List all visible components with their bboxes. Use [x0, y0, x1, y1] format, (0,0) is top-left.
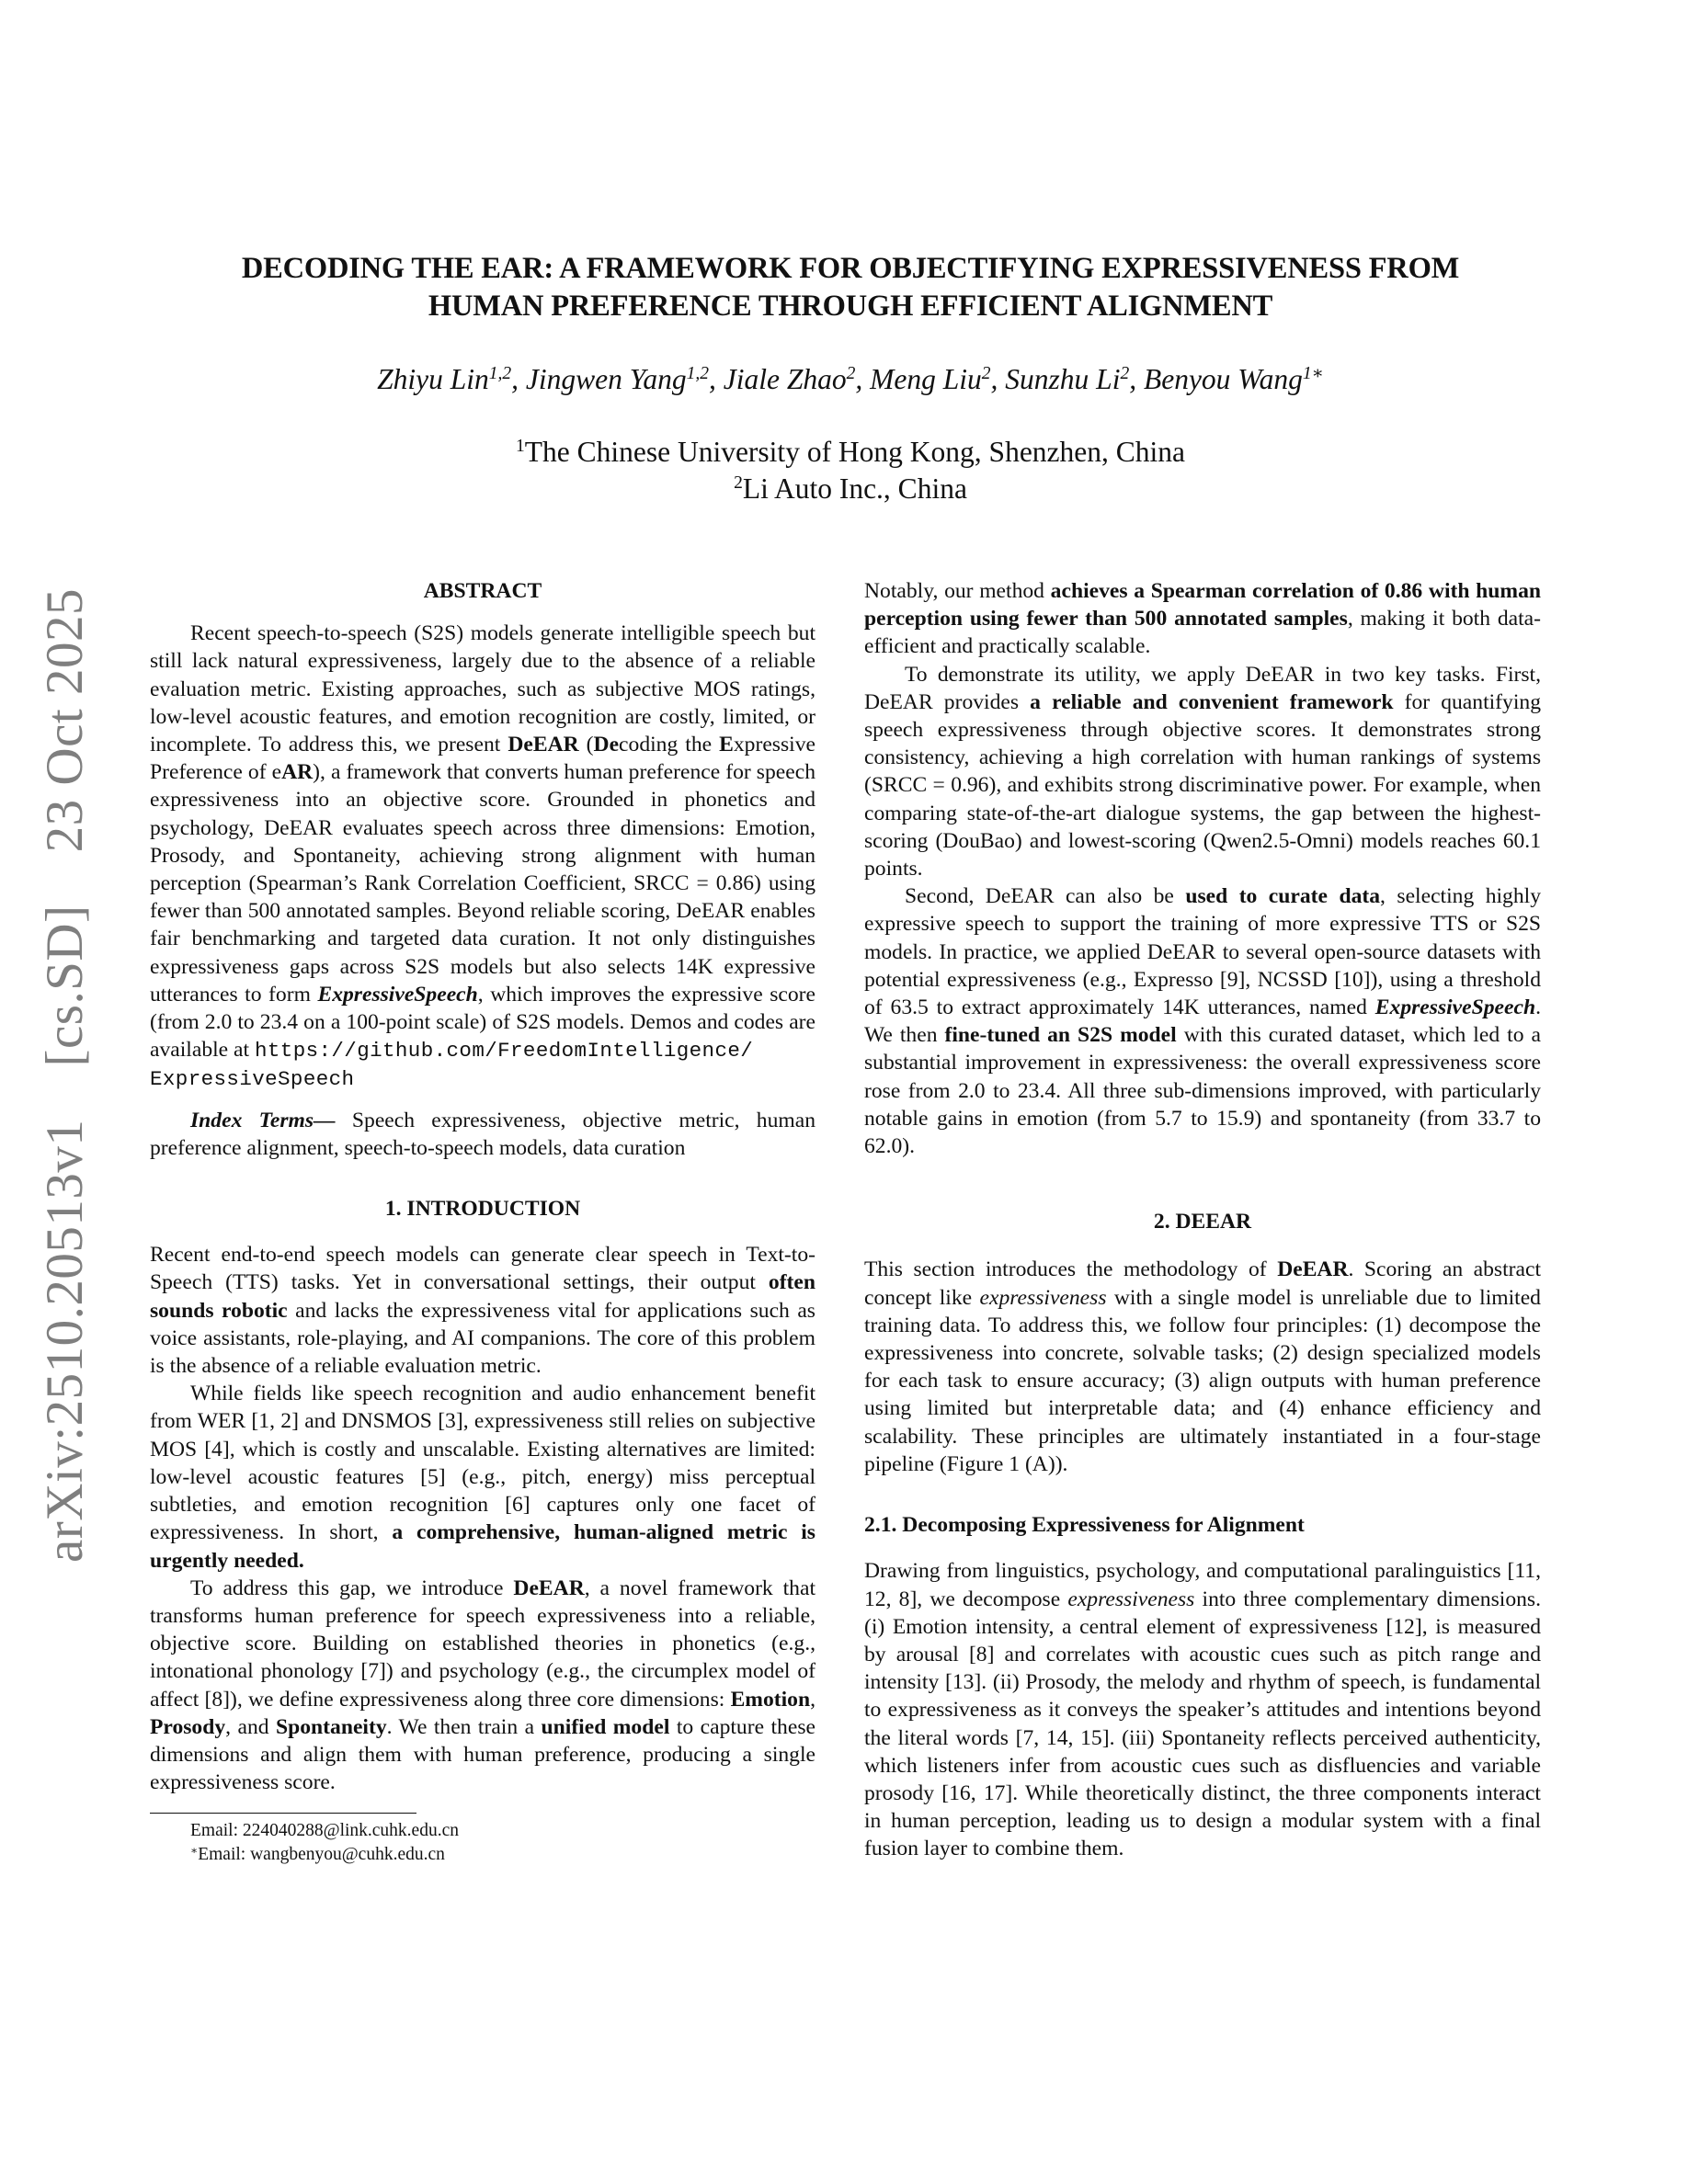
arxiv-category: [cs.SD]	[36, 904, 94, 1067]
affiliations	[138, 434, 1563, 507]
author: Benyou Wang$^{1∗}$	[1143, 363, 1324, 395]
author: Jingwen Yang$^{1,2}$,	[525, 363, 724, 395]
author-list	[138, 361, 1563, 398]
dataset-name: ExpressiveSpeech	[317, 982, 478, 1007]
title-line-1: DECODING THE EAR: A FRAMEWORK FOR OBJECTIFYING EXPRESSIVENESS FROM	[241, 252, 1460, 285]
section-2-paragraph: This section introduces the methodology of DeEAR. Scoring an abstract concept like expressiveness with a single model is unreliable due to limited training data. To address this, we follow four principles: (1) decompose the expressiveness into concrete, solvable tasks; (2) design specialized models for each task to ensure accuracy; (3) align outputs with human preference using limited but interpretable data; and (4) enhance efficiency and scalability. These principles are ultimately instantiated in a four-stage pipeline (Figure 1 (A)).	[864, 1257, 1542, 1476]
arxiv-date: 23 Oct 2025	[36, 588, 94, 853]
github-link[interactable]: https://github.com/FreedomIntelligence/ ExpressiveSpeech	[150, 1039, 754, 1092]
arxiv-stamp	[35, 588, 95, 1563]
affiliation: $^1$The Chinese University of Hong Kong, Shenzhen, China	[515, 436, 1186, 468]
right-column	[864, 577, 1541, 1863]
author: Zhiyu Lin$^{1,2}$,	[377, 363, 526, 395]
author: Meng Liu$^2$,	[870, 363, 1006, 395]
index-terms: Index Terms— Speech expressiveness, objective metric, human preference alignment, speech-to-speech models, data curation	[150, 1108, 815, 1160]
footnote-email-2: ∗Email: wangbenyou@cuhk.edu.cn	[190, 1843, 445, 1865]
section-2-heading: 2. DEEAR	[1153, 1210, 1252, 1234]
author: Jiale Zhao$^2$,	[723, 363, 871, 395]
arxiv-id: arXiv:2510.20513v1	[36, 1119, 94, 1563]
abstract-heading: ABSTRACT	[423, 579, 542, 603]
author: Sunzhu Li$^2$,	[1005, 363, 1144, 395]
abstract-text: Recent speech-to-speech (S2S) models generate intelligible speech but still lack natural expressiveness, largely due to the absence of a reliable evaluation metric. Existing approaches, such as subjective MOS ratings, low-level acoustic features, and emotion recognition are costly, limited, or incomplete. To address this, we present DeEAR (Decoding the Expressive Preference of eAR), a framework that converts human preference for speech expressiveness into an objective score. Grounded in phonetics and psychology, DeEAR evaluates speech across three dimensions: Emotion, Prosody, and Spontaneity, achieving strong alignment with human perception (Spearman’s Rank Correlation Coefficient, SRCC = 0.86) using fewer than 500 annotated samples. Beyond reliable scoring, DeEAR enables fair benchmarking and targeted data curation. It not only distinguishes expressiveness gaps across S2S models but also selects 14K expressive utterances to form ExpressiveSpeech, which improves the expressive score (from 2.0 to 23.4 on a 100-point scale) of S2S models. Demos and codes are available at https://github.com/FreedomIntelligence/ ExpressiveSpeech	[150, 621, 815, 1092]
intro-paragraph-3: To address this gap, we introduce DeEAR, a novel framework that transforms human preference for speech expressiveness into a reliable, objective score. Building on established theories in phonetics (e.g., intonational phonology [7]) and psychology (e.g., the circumplex model of affect [8]), we define expressiveness along three core dimensions: Emotion, Prosody, and Spontaneity. We then train a unified model to capture these dimensions and align them with human preference, producing a single expressiveness score.	[150, 1575, 816, 1795]
footnote-email-1: Email: 224040288@link.cuhk.edu.cn	[190, 1821, 459, 1841]
intro-paragraph-2: While fields like speech recognition and audio enhancement benefit from WER [1, 2] and DNSMOS [3], expressiveness still relies on subjective MOS [4], which is costly and unscalable. Existing alternatives are limited: low-level acoustic features [5] (e.g., pitch, energy) miss perceptual subtleties, and emotion recognition [6] captures only one facet of expressiveness. In short, a comprehensive, human-aligned metric is urgently needed.	[150, 1382, 815, 1573]
intro-paragraph-1: Recent end-to-end speech models can generate clear speech in Text-to-Speech (TTS) tasks. Yet in conversational settings, their output often sounds robotic and lacks the expressiveness vital for applications such as voice assistants, role-playing, and AI companions. The core of this problem is the absence of a reliable evaluation metric.	[150, 1243, 815, 1379]
title-line-2: HUMAN PREFERENCE THROUGH EFFICIENT ALIGNMENT	[428, 290, 1273, 323]
paper-title	[138, 250, 1563, 325]
subsection-2-1-heading: 2.1. Decomposing Expressiveness for Alignment	[864, 1513, 1305, 1538]
affiliation: $^2$Li Auto Inc., China	[734, 472, 967, 505]
intro-paragraph-5: To demonstrate its utility, we apply DeEAR in two key tasks. First, DeEAR provides a reliable and convenient framework for quantifying speech expressiveness through objective scores. It demonstrates strong consistency, achieving a high correlation with human rankings of systems (SRCC = 0.96), and exhibits strong discriminative power. For example, when comparing state-of-the-art dialogue systems, the gap between the highest-scoring (DouBao) and lowest-scoring (Qwen2.5-Omni) models reaches 60.1 points.	[864, 662, 1541, 882]
subsection-2-1-paragraph: Drawing from linguistics, psychology, and computational paralinguistics [11, 12, 8], we decompose expressiveness into three complementary dimensions. (i) Emotion intensity, a central element of expressiveness [12], is measured by arousal [8] and correlates with acoustic cues such as pitch range and intensity [13]. (ii) Prosody, the melody and rhythm of speech, is fundamental to expressiveness as it conveys the speaker’s attitudes and intentions beyond the literal words [7, 14, 15]. (iii) Spontaneity reflects perceived authenticity, which listeners infer from acoustic cues such as disfluencies and variable prosody [16, 17]. While theoretically distinct, the three components interact in human perception, leading us to design a modular system with a final fusion layer to combine them.	[864, 1559, 1541, 1861]
intro-paragraph-4: Notably, our method achieves a Spearman correlation of 0.86 with human perception using fewer than 500 annotated samples, making it both data-efficient and practically scalable.	[864, 579, 1541, 659]
introduction-heading: 1. INTRODUCTION	[384, 1197, 581, 1222]
intro-paragraph-6: Second, DeEAR can also be used to curate data, selecting highly expressive speech to support the training of more expressive TTS or S2S models. In practice, we applied DeEAR to several open-source datasets with potential expressiveness (e.g., Expresso [9], NCSSD [10]), using a threshold of 63.5 to extract approximately 14K utterances, named ExpressiveSpeech. We then fine-tuned an S2S model with this curated dataset, which led to a substantial improvement in expressiveness: the overall expressiveness score rose from 2.0 to 23.4. All three sub-dimensions improved, with particularly notable gains in emotion (from 5.7 to 15.9) and spontaneity (from 33.7 to 62.0).	[864, 884, 1541, 1159]
left-column	[150, 577, 815, 1867]
